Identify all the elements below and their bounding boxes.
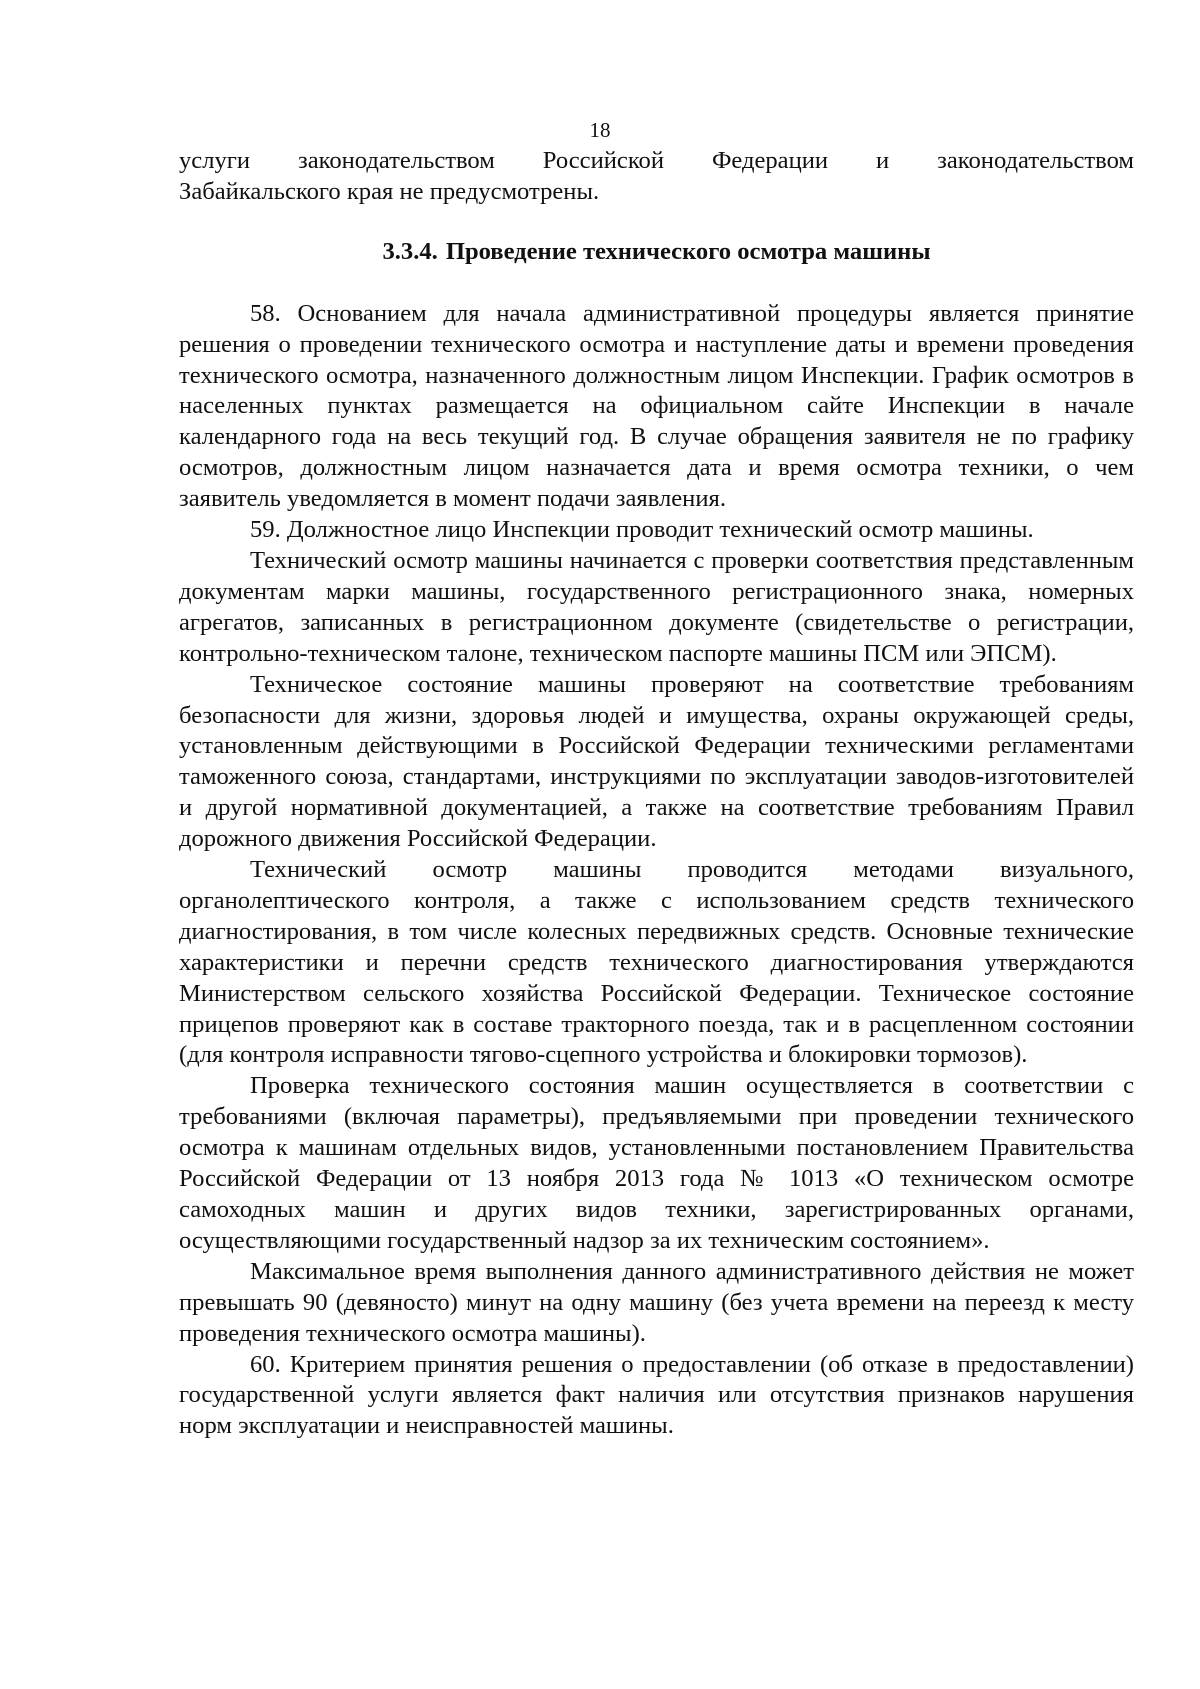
page-number: 18 [589, 118, 611, 142]
paragraph-58: 58. Основанием для начала административной процедуры является принятие решения о проведении технического осмотра и наступление даты и времени проведения технического осмотра, назначенного должностным лицом Инспекции. График осмотров в населенных пунктах размещается на официальном сайте Инспекции в начале календарного года на весь текущий год. В случае обращения заявителя не по графику осмотров, должностным лицом назначается дата и время осмотра техники, о чем заявитель уведомляется в момент подачи заявления. [179, 299, 1134, 513]
document-body [179, 146, 1134, 1442]
paragraph-59-document-check: Технический осмотр машины начинается с проверки соответствия представленным документам марки машины, государственного регистрационного знака, номерных агрегатов, записанных в регистрационном документе (свидетельстве о регистрации, контрольно-техническом талоне, техническом паспорте машины ПСМ или ЭПСМ). [179, 546, 1134, 667]
paragraph-60: 60. Критерием принятия решения о предоставлении (об отказе в предоставлении) государственной услуги является факт наличия или отсутствия признаков нарушения норм эксплуатации и неисправностей машины. [179, 1350, 1134, 1440]
paragraph-59-technical-state: Техническое состояние машины проверяют на соответствие требованиям безопасности для жизни, здоровья людей и имущества, охраны окружающей среды, установленным действующими в Российской Федерации техническими регламентами таможенного союза, стандартами, инструкциями по эксплуатации заводов-изготовителей и другой нормативной документацией, а также на соответствие требованиям Правил дорожного движения Российской Федерации. [179, 670, 1134, 853]
paragraph-59: 59. Должностное лицо Инспекции проводит технический осмотр машины. [250, 516, 1034, 544]
section-title: Проведение технического осмотра машины [445, 237, 931, 265]
paragraph-59-inspection-methods: Технический осмотр машины проводится методами визуального, органолептического контроля, а также с использованием средств технического диагностирования, в том числе колесных передвижных средств. Основные технические характеристики и перечни средств технического диагностирования утверждаются Министерством сельского хозяйства Российской Федерации. Техническое состояние прицепов проверяют как в составе тракторного поезда, так и в расцепленном состоянии (для контроля исправности тягово-сцепного устройства и блокировки тормозов). [179, 856, 1134, 1069]
section-number: 3.3.4. [382, 237, 438, 265]
intro-line-1: услуги законодательством Российской Федерации и законодательством [179, 147, 1134, 174]
section-heading [179, 237, 1134, 268]
paragraph-59-max-time: Максимальное время выполнения данного административного действия не может превышать 90 (девяносто) минут на одну машину (без учета времени на переезд к месту проведения технического осмотра машины). [179, 1257, 1134, 1347]
paragraph-59-requirements: Проверка технического состояния машин осуществляется в соответствии с требованиями (включая параметры), предъявляемыми при проведении технического осмотра к машинам отдельных видов, установленными постановлением Правительства Российской Федерации от 13 ноября 2013 года № 1013 «О техническом осмотре самоходных машин и других видов техники, зарегистрированных органами, осуществляющими государственный надзор за их техническим состоянием». [179, 1072, 1134, 1254]
intro-line-2: Забайкальского края не предусмотрены. [179, 177, 600, 205]
